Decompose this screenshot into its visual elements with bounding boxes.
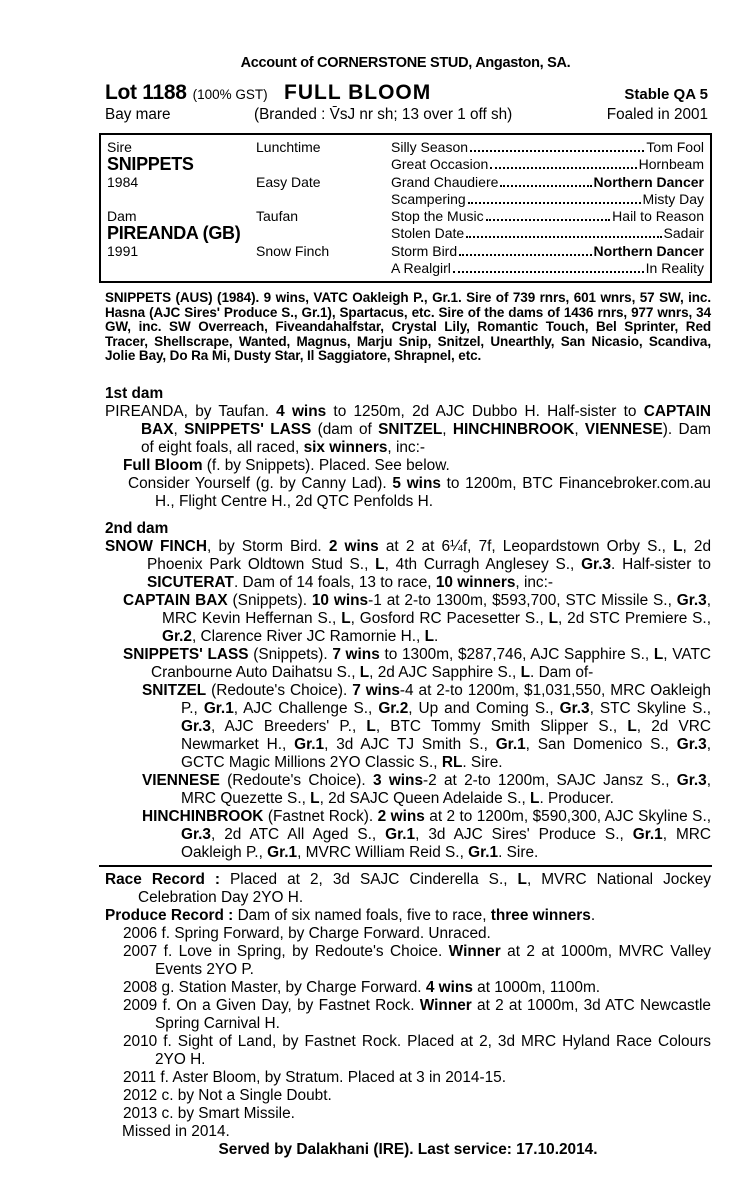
produce-entry: 2011 f. Aster Bloom, by Stratum. Placed at 3 in 2014-15. (123, 1068, 506, 1086)
sire-summary-paragraph: SNIPPETS (AUS) (1984). 9 wins, VATC Oakleigh P., Gr.1. Sire of 739 rnrs, 601 wnrs, 57 SW, inc. Hasna (AJC Sires' Produce S., Gr.1), Spartacus, etc. Sire of the dams of 1436 rnrs, 977 wnrs, 34 GW, inc. SW Overreach, Fiveandahalfstar, Crystal Lily, Romantic Touch, Bel Sprinter, Red Tracer, Shellscrape, Wanted, Magnus, Marju Snip, Snitzel, Unearthly, San Nicasio, Scandiva, Jolie Bay, Do Ra Mi, Dusty Star, Il Saggiatore, Shrapnel, etc. (105, 290, 711, 363)
foaled-year: Foaled in 2001 (606, 106, 708, 123)
ancestor-parent: Tom Fool (646, 139, 704, 155)
produce-entry: 2009 f. On a Given Day, by Fastnet Rock. Winner at 2 at 1000m, 3d ATC Newcastle Spring Carnival H. (123, 996, 711, 1032)
lot-number (105, 81, 268, 105)
ancestor-parent: Northern Dancer (593, 242, 704, 259)
dot-leader (466, 236, 661, 238)
viennese-entry: VIENNESE (Redoute's Choice). 3 wins-2 at 2-to 1200m, SAJC Jansz S., Gr.3, MRC Quezette S., L, 2d SAJC Queen Adelaide S., L. Producer. (142, 771, 712, 807)
ancestor-row (391, 174, 704, 191)
served-by-line: Served by Dalakhani (IRE). Last service: 17.10.2014. (218, 1140, 598, 1158)
consider-yourself-entry: Consider Yourself (g. by Canny Lad). 5 wins to 1200m, BTC Financebroker.com.au H., Flight Centre H., 2d QTC Penfolds H. (128, 474, 711, 510)
ancestor-parent: Misty Day (642, 190, 704, 207)
race-record: Race Record : Placed at 2, 3d SAJC Cinderella S., L, MVRC National Jockey Celebration Day 2YO H. (105, 870, 711, 906)
horse-description: Bay mare (105, 106, 171, 123)
produce-entry: 2013 c. by Smart Missile. (123, 1104, 295, 1122)
captain-bax-entry: CAPTAIN BAX (Snippets). 10 wins-1 at 2-to 1300m, $593,700, STC Missile S., Gr.3, MRC Kevin Heffernan S., L, Gosford RC Pacesetter S., L, 2d STC Premiere S., Gr.2, Clarence River JC Ramornie H., L. (123, 591, 711, 645)
produce-record: Produce Record : Dam of six named foals, five to race, three winners. (105, 906, 596, 924)
sire-year: 1984 (107, 173, 139, 190)
sire-dam: Easy Date (256, 173, 321, 190)
dot-leader (486, 219, 611, 221)
sire-name: SNIPPETS (107, 154, 194, 175)
ancestor-name: Scampering (391, 190, 466, 207)
dot-leader (468, 202, 641, 204)
ancestor-parent: Hornbeam (638, 156, 704, 173)
ancestor-name: Great Occasion (391, 156, 489, 173)
horse-detail-line (99, 106, 712, 125)
dot-leader (500, 185, 591, 187)
ancestor-row (391, 191, 704, 208)
snitzel-entry: SNITZEL (Redoute's Choice). 7 wins-4 at 2-to 1200m, $1,031,550, MRC Oakleigh P., Gr.1, AJC Challenge S., Gr.2, Up and Coming S., Gr.3, STC Skyline S., Gr.3, AJC Breeders' P., L, BTC Tommy Smith Slipper S., L, 2d VRC Newmarket H., Gr.1, 3d AJC TJ Smith S., Gr.1, San Domenico S., Gr.3, GCTC Magic Millions 2YO Classic S., RL. Sire. (142, 681, 712, 771)
pedigree-sire-dam-column (107, 139, 257, 277)
ancestor-name: A Realgirl (391, 259, 451, 276)
brand-description: (Branded : V̄sJ nr sh; 13 over 1 off sh) (254, 106, 513, 123)
snow-finch-entry: SNOW FINCH, by Storm Bird. 2 wins at 2 at 6¼f, 7f, Leopardstown Orby S., L, 2d Phoenix Park Oldtown Stud S., L, 4th Curragh Anglesey S., Gr.3. Half-sister to SICUTERAT. Dam of 14 foals, 13 to race, 10 winners, inc:- (105, 537, 712, 591)
dam-sire: Taufan (256, 208, 299, 225)
produce-entries (105, 925, 711, 1123)
divider-rule (99, 865, 712, 867)
dam-year: 1991 (107, 242, 139, 259)
ancestor-name: Stop the Music (391, 208, 484, 225)
ancestor-name: Grand Chaudiere (391, 173, 499, 190)
dam-name: PIREANDA (GB) (107, 223, 241, 244)
ancestor-parent: Northern Dancer (593, 173, 704, 190)
ancestor-row (391, 225, 704, 242)
stable-number: Stable QA 5 (624, 86, 708, 103)
pedigree-table (99, 133, 712, 283)
sire-label: Sire (107, 139, 132, 155)
ancestor-row (391, 156, 704, 173)
ancestor-name: Storm Bird (391, 242, 458, 259)
ancestor-row (391, 260, 704, 277)
account-line: Account of CORNERSTONE STUD, Angaston, SA. (240, 55, 571, 71)
gst-note: (100% GST) (192, 87, 268, 102)
snippets-lass-entry: SNIPPETS' LASS (Snippets). 7 wins to 1300m, $287,746, AJC Sapphire S., L, VATC Cranbourne Auto Daihatsu S., L, 2d AJC Sapphire S., L. Dam of- (123, 645, 711, 681)
dam-label: Dam (107, 208, 137, 225)
ancestor-row (391, 208, 704, 225)
ancestor-row (391, 243, 704, 260)
produce-entry: 2006 f. Spring Forward, by Charge Forward. Unraced. (123, 924, 491, 942)
ancestor-parent: In Reality (645, 259, 704, 276)
first-dam-entry: PIREANDA, by Taufan. 4 wins to 1250m, 2d AJC Dubbo H. Half-sister to CAPTAIN BAX, SNIPPETS' LASS (dam of SNITZEL, HINCHINBROOK, VIENNESE). Dam of eight foals, all raced, six winners, inc:- (105, 402, 711, 456)
produce-entry: 2012 c. by Not a Single Doubt. (123, 1086, 332, 1104)
hinchinbrook-entry: HINCHINBROOK (Fastnet Rock). 2 wins at 2 to 1200m, $590,300, AJC Skyline S., Gr.3, 2d ATC All Aged S., Gr.1, 3d AJC Sires' Produce S., Gr.1, MRC Oakleigh P., Gr.1, MVRC William Reid S., Gr.1. Sire. (142, 807, 711, 861)
produce-entry: 2007 f. Love in Spring, by Redoute's Choice. Winner at 2 at 1000m, MVRC Valley Events 2YO P. (123, 942, 711, 978)
horse-name: FULL BLOOM (284, 81, 432, 104)
record-section (105, 871, 711, 1159)
second-dam-heading: 2nd dam (105, 519, 169, 537)
missed-line: Missed in 2014. (122, 1122, 230, 1140)
produce-entry: 2010 f. Sight of Land, by Fastnet Rock. Placed at 2, 3d MRC Hyland Race Colours 2YO H. (123, 1032, 711, 1068)
ancestor-name: Silly Season (391, 139, 469, 155)
ancestor-parent: Hail to Reason (612, 208, 704, 225)
pedigree-grandparent-column (256, 139, 386, 277)
produce-entry: 2008 g. Station Master, by Charge Forward. 4 wins at 1000m, 1100m. (123, 978, 601, 996)
catalogue-page (99, 55, 712, 1159)
ancestor-parent: Sadair (663, 225, 704, 242)
ancestor-name: Stolen Date (391, 225, 465, 242)
dot-leader (453, 271, 644, 273)
full-bloom-entry: Full Bloom (f. by Snippets). Placed. See below. (123, 456, 450, 474)
first-dam-heading: 1st dam (105, 384, 164, 402)
lot-label: Lot 1188 (105, 81, 187, 104)
dot-leader (470, 150, 644, 152)
dot-leader (490, 167, 636, 169)
dot-leader (459, 254, 591, 256)
sire-sire: Lunchtime (256, 139, 321, 155)
ancestor-row (391, 139, 704, 156)
pedigree-greatgrandparent-column (391, 139, 704, 277)
dam-dam: Snow Finch (256, 242, 330, 259)
dam-details (105, 385, 711, 862)
lot-header (99, 75, 712, 105)
